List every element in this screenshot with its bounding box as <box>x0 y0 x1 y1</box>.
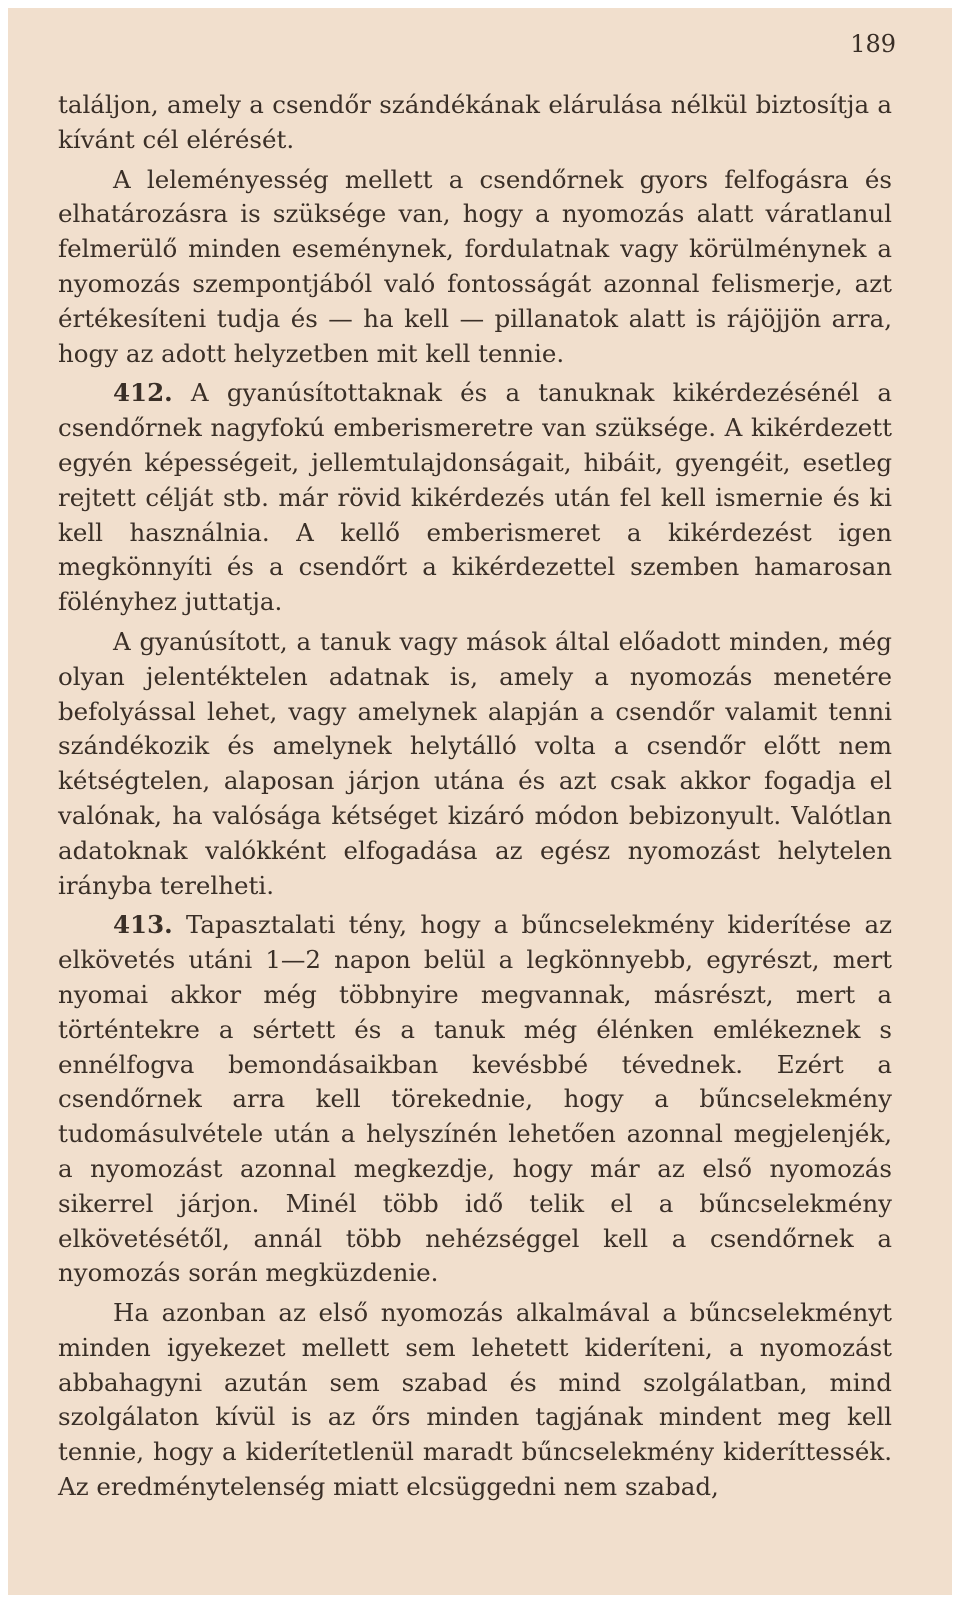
paragraph-text: Tapasztalati tény, hogy a bűncselekmény kiderítése az elkövetés utáni 1—2 napon belül a legkönnyebb, egyrészt, mert nyomai akkor még többnyire megvannak, másrészt, mert a történtekre a sértett és a tanuk még élénken emlékeznek s ennélfogva bemondásaikban kevésbbé tévednek. Ezért a csendőrnek arra kell törekednie, hogy a bűncselekmény tudomásulvétele után a helyszínén lehetően azonnal megjelenjék, a nyomozást azonnal megkezdje, hogy már az első nyomozás sikerrel járjon. Minél több idő telik el a bűncselekmény elkövetésétől, annál több nehézséggel kell a csendőrnek a nyomozás során megküzdenie. <box>58 910 892 1288</box>
paragraph-412 <box>58 376 892 620</box>
paragraph-continuation <box>58 88 892 158</box>
paragraph <box>58 625 892 903</box>
paragraph <box>58 163 892 372</box>
paragraph <box>58 1296 892 1505</box>
paragraph-text: A leleményesség mellett a csendőrnek gyors felfogásra és elhatározásra is szüksége van, hogy a nyomozás alatt váratlanul felmerülő minden eseménynek, fordulatnak vagy körülménynek a nyomozás szempontjából való fontosságát azonnal felismerje, azt értékesíteni tudja és — ha kell — pillanatok alatt is rájöjjön arra, hogy az adott helyzetben mit kell tennie. <box>58 164 892 368</box>
paragraph-text: A gyanúsítottaknak és a tanuknak kikérdezésénél a csendőrnek nagyfokú emberismeretre van szüksége. A kikérdezett egyén képességeit, jellemtulajdonságait, hibáit, gyengéit, esetleg rejtett célját stb. már rövid kikérdezés után fel kell ismernie és ki kell használnia. A kellő emberismeret a kikérdezést igen megkönnyíti és a csendőrt a kikérdezettel szemben hamarosan fölényhez juttatja. <box>58 378 892 617</box>
page-number: 189 <box>850 30 896 58</box>
paragraph-text: találjon, amely a csendőr szándékának elárulása nélkül biztosítja a kívánt cél elérését. <box>58 90 892 154</box>
paragraph-413 <box>58 908 892 1291</box>
section-number: 412. <box>113 378 173 408</box>
paragraph-text: A gyanúsított, a tanuk vagy mások által előadott minden, még olyan jelentéktelen adatnak is, amely a nyomozás menetére befolyással lehet, vagy amelynek alapján a csendőr valamit tenni szándékozik és amelynek helytálló volta a csendőr előtt nem kétségtelen, alaposan járjon utána és azt csak akkor fogadja el valónak, ha valósága kétséget kizáró módon bebizonyult. Valótlan adatoknak valókként elfogadása az egész nyomozást helytelen irányba terelheti. <box>58 626 892 900</box>
paragraph-text: Ha azonban az első nyomozás alkalmával a bűncselekményt minden igyekezet mellett sem lehetett kideríteni, a nyomozást abbahagyni azután sem szabad és mind szolgálatban, mind szolgálaton kívül is az őrs minden tagjának mindent meg kell tennie, hogy a kiderítetlenül maradt bűncselekmény kideríttessék. Az eredménytelenség miatt elcsüggedni nem szabad, <box>58 1298 892 1502</box>
body-text <box>58 88 892 1510</box>
book-page <box>8 8 952 1595</box>
section-number: 413. <box>113 910 173 940</box>
